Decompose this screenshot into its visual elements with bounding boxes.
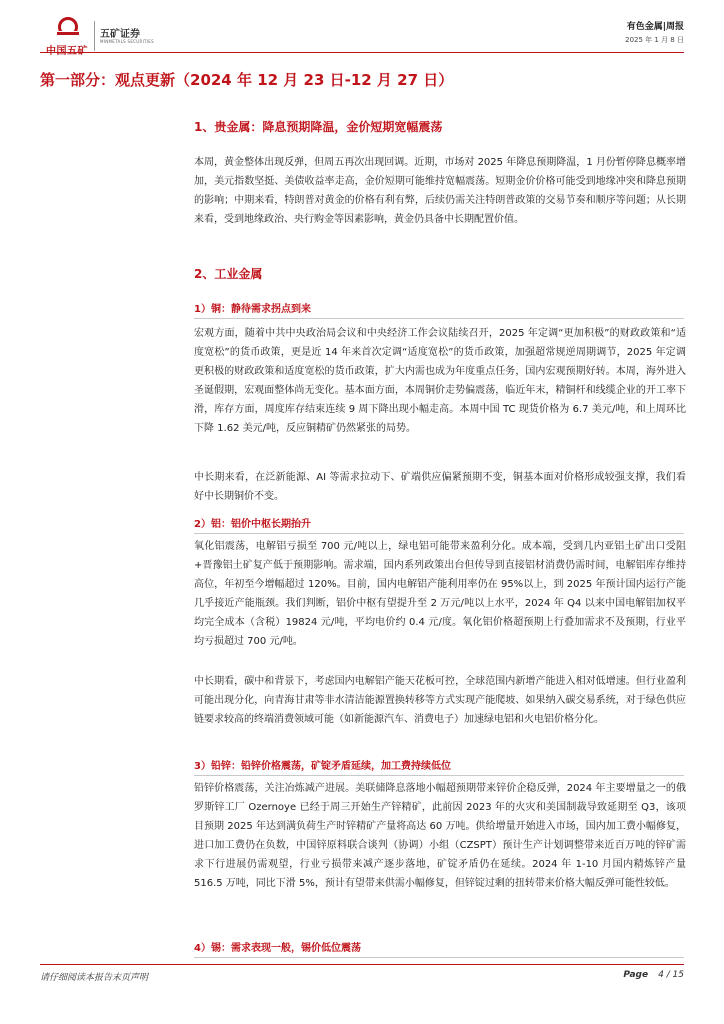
subsection-divider xyxy=(194,318,684,319)
subsection-title-lead-zinc: 3）铅锌：铅锌价格震荡，矿锭矛盾延续，加工费持续低位 xyxy=(194,761,451,772)
header-divider xyxy=(40,52,684,53)
broker-english-name: MINMETALS SECURITIES xyxy=(100,39,154,44)
subsection-divider xyxy=(194,533,684,534)
logo-divider xyxy=(94,21,95,51)
subsection-title-aluminum: 2）铝：铝价中枢长期抬升 xyxy=(194,519,311,530)
company-logo xyxy=(46,17,166,55)
paragraph-copper-2: 中长期来看，在泛新能源、AI 等需求拉动下、矿端供应偏紧预期不变，铜基本面对价格形成较强支撑，我们看好中长期铜价不变。 xyxy=(194,472,686,502)
paragraph-precious-metals: 本周，黄金整体出现反弹，但周五再次出现回调。近期，市场对 2025 年降息预期降温，1 月份暂停降息概率增加，美元指数坚挺、美债收益率走高，金价短期可能维持宽幅震荡。短期金价价格可能受到地缘冲突和降息预期的影响；中期来看，特朗普对黄金的价格有利有弊，后续仍需关注特朗普政策的交易节奏和顺序等问题；从长期来看，受到地缘政治、央行购金等因素影响，黄金仍具备中长期配置价值。 xyxy=(194,157,686,225)
page-header xyxy=(0,0,724,60)
paragraph-lead-zinc: 铅锌价格震荡，关注冶炼减产进展。美联储降息落地小幅超预期带来锌价企稳反弹，2024 年主要增量之一的俄罗斯锌工厂 Ozernoye 已经于周三开始生产锌精矿，此前因 2023 年的火灾和美国制裁导致延期至 Q3，该项目预期 2025 年达到满负荷生产时锌精矿产量将高达 60 万吨。供给增量开始进入市场，国内加工费小幅修复，进口加工费仍在负数，中国锌原料联合谈判（协调）小组（CZSPT）预计生产计划调整带来近百万吨的锌矿需求下行进展仍需观望，行业亏损带来减产逐步落地，矿锭矛盾仍在延续。2024 年 1-10 月国内精炼锌产量 516.5 万吨，同比下滑 5%，预计有望带来供需小幅修复，但锌锭过剩的扭转带来价格大幅反弹可能性较低。 xyxy=(194,783,686,889)
minmetals-logo-icon xyxy=(56,17,80,39)
page-count: 4 / 15 xyxy=(658,970,684,980)
paragraph-aluminum-1: 氧化铝震荡，电解铝亏损至 700 元/吨以上，绿电铝可能带来盈利分化。成本端，受到几内亚铝土矿出口受阻+晋豫铝土矿复产低于预期影响。需求端，国内系列政策出台但传导到直接铝材消费仍需时间，电解铝库存维持高位，年初至今增幅超过 120%。目前，国内电解铝产能利用率仍在 95%以上，到 2025 年预计国内运行产能几乎接近产能瓶颈。我们判断，铝价中枢有望提升至 2 万元/吨以上水平，2024 年 Q4 以来中国电解铝加权平均完全成本（含税）19824 元/吨，平均电价约 0.4 元/度。氧化铝价格超预期上行叠加需求不及预期，行业平均亏损超过 700 元/吨。 xyxy=(194,541,686,647)
page-label: Page xyxy=(623,970,649,980)
subsection-divider xyxy=(194,775,684,776)
subsection-title-tin: 4）锡：需求表现一般，锡价低位震荡 xyxy=(194,943,361,954)
section-title-industrial-metals: 2、工业金属 xyxy=(194,267,263,281)
broker-name: 五矿证券 xyxy=(100,29,140,40)
report-type: 有色金属|周报 xyxy=(626,22,684,32)
paragraph-aluminum-2: 中长期看，碳中和背景下，考虑国内电解铝产能天花板可控，全球范围内新增产能进入相对低增速。但行业盈利可能出现分化，向青海甘肃等非水清洁能源置换转移等方式实现产能爬坡、如果纳入碳交易系统，对于绿色供应链要求较高的终端消费领域可能（如新能源汽车、消费电子）加速绿电铝和火电铝价格分化。 xyxy=(194,676,686,725)
report-date: 2025 年 1 月 8 日 xyxy=(625,36,684,44)
subsection-title-copper: 1）铜：静待需求拐点到来 xyxy=(194,304,311,315)
paragraph-copper-1: 宏观方面，随着中共中央政治局会议和中央经济工作会议陆续召开，2025 年定调“更加积极”的财政政策和“适度宽松”的货币政策，更是近 14 年来首次定调“适度宽松”的货币政策，加强超常规逆周期调节，2025 年定调更积极的财政政策和适度宽松的货币政策，扩大内需也成为年度重点任务，国内宏观预期好转。本周，海外进入圣诞假期，宏观面整体尚无变化。基本面方面，本周铜价走势偏震荡，临近年末，精铜杆和线缆企业的开工率下滑，库存方面，周度库存结束连续 9 周下降出现小幅走高。本周中国 TC 现货价格为 6.7 美元/吨，和上周环比下降 1.62 美元/吨，反应铜精矿仍然紧张的局势。 xyxy=(194,328,686,434)
logo-text xyxy=(46,42,88,57)
subsection-divider xyxy=(194,957,684,958)
section-title-precious-metals: 1、贵金属：降息预期降温，金价短期宽幅震荡 xyxy=(194,120,443,134)
part-title: 第一部分：观点更新（2024 年 12 月 23 日-12 月 27 日） xyxy=(40,71,454,89)
footer-divider xyxy=(40,964,684,965)
page-number xyxy=(623,970,684,980)
footer-disclaimer: 请仔细阅读本报告末页声明 xyxy=(40,973,149,983)
